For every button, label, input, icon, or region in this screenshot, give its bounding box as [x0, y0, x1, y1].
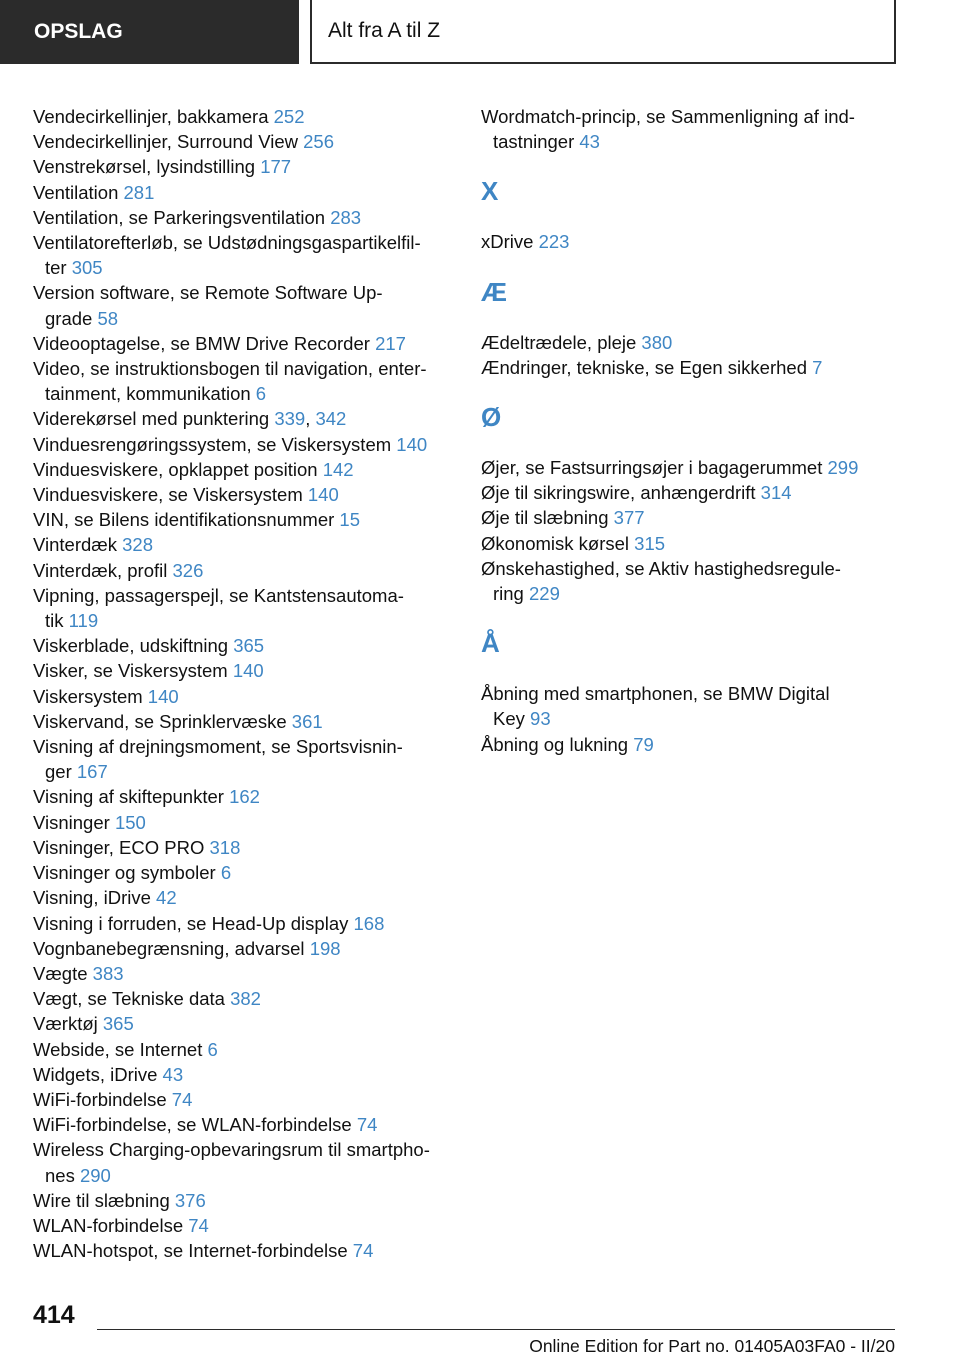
page-reference-link[interactable]: 217 — [375, 332, 406, 354]
page-reference-link[interactable]: 43 — [579, 131, 600, 153]
index-entry — [33, 205, 453, 230]
index-entry-text: ger — [45, 761, 72, 783]
index-entry-text: Version software, se Remote Software Up- — [33, 282, 383, 304]
index-entry-text: Vipning, passagerspejl, se Kantstensautoma- — [33, 584, 404, 606]
page-number: 414 — [33, 1301, 75, 1329]
page-reference-link[interactable]: 315 — [634, 532, 666, 554]
index-entry — [481, 681, 901, 731]
page-reference-link[interactable]: 140 — [307, 484, 339, 506]
index-entry-text: Vinduesrengøringssystem, se Viskersystem — [33, 433, 392, 455]
index-entry — [33, 835, 453, 860]
page-reference-link[interactable]: 168 — [353, 912, 385, 934]
index-entry-text: Vinterdæk, profil — [33, 559, 168, 581]
index-entry-text: Videooptagelse, se BMW Drive Recorder — [33, 332, 370, 354]
index-column-right — [481, 104, 901, 757]
index-entry-text: Vinterdæk — [33, 534, 117, 556]
index-entry-text: Vendecirkellinjer, Surround View — [33, 131, 298, 153]
page-reference-link[interactable]: 162 — [229, 786, 260, 808]
index-entry-text: VIN, se Bilens identifikationsnummer — [33, 509, 335, 531]
index-entry — [33, 583, 453, 633]
index-entry — [33, 1137, 453, 1187]
index-entry: Viderekørsel med punktering 339, 342 — [33, 408, 347, 430]
index-entry — [481, 531, 901, 556]
index-entry-text: Ædeltrædele, pleje — [481, 331, 637, 353]
index-entry — [481, 104, 901, 154]
chapter-title: Alt fra A til Z — [328, 19, 441, 42]
index-entry — [33, 784, 453, 809]
index-entry-text: Værktøj — [33, 1013, 98, 1035]
index-entry-text: Ønskehastighed, se Aktiv hastighedsregule- — [481, 557, 841, 579]
index-entry — [33, 280, 453, 330]
index-letter-heading: Å — [481, 628, 500, 659]
index-entry-text: Visning af skiftepunkter — [33, 786, 224, 808]
page-reference-link[interactable]: 79 — [633, 733, 654, 755]
page-reference-link[interactable]: 140 — [396, 433, 428, 455]
index-entry-text: Vendecirkellinjer, bakkamera — [33, 106, 269, 127]
index-entry-text: Visning, iDrive — [33, 887, 151, 909]
index-entry — [33, 129, 453, 154]
index-entry-text: Vognbanebegrænsning, advarsel — [33, 937, 305, 959]
page-reference-link[interactable]: 140 — [232, 660, 264, 682]
index-entry — [481, 505, 901, 530]
index-entry — [33, 457, 453, 482]
index-entry-text: Vægt, se Tekniske data — [33, 988, 225, 1010]
index-entry-text: tainment, kommunikation — [45, 383, 251, 405]
page-reference-link[interactable]: 58 — [97, 307, 119, 329]
index-entry — [33, 936, 453, 961]
index-entry — [33, 154, 453, 179]
index-entry — [33, 961, 453, 986]
index-entry-text: nes — [45, 1164, 75, 1186]
index-entry-text: Åbning og lukning — [481, 733, 629, 755]
index-entry-text: ring — [493, 583, 524, 605]
index-entry — [481, 229, 901, 254]
index-letter-heading: X — [481, 176, 499, 207]
section-label: OPSLAG — [34, 20, 123, 43]
index-entry-text: Viskersystem — [33, 685, 143, 707]
page-reference-link[interactable]: 93 — [530, 708, 551, 730]
index-entry — [33, 1087, 453, 1112]
page-reference-link[interactable]: 256 — [303, 131, 334, 153]
section-tab — [0, 0, 299, 64]
page-reference-link[interactable]: 74 — [352, 1240, 374, 1262]
page-reference-link[interactable]: 342 — [315, 408, 347, 430]
index-entry — [481, 355, 901, 380]
index-entry — [33, 558, 453, 583]
index-entry — [33, 532, 453, 557]
page-reference-link[interactable]: 223 — [538, 231, 570, 253]
page-reference-link[interactable]: 376 — [174, 1189, 206, 1211]
index-entry-text: tastninger — [493, 131, 575, 153]
index-entry-text: Vinduesviskere, se Viskersystem — [33, 484, 303, 506]
page-reference-link[interactable]: 365 — [233, 635, 265, 657]
index-entry-text: xDrive — [481, 231, 534, 253]
index-entry-text: Video, se instruktionsbogen til navigation, enter- — [33, 358, 427, 380]
index-entry — [33, 1062, 453, 1087]
index-entry — [33, 1011, 453, 1036]
page-reference-link[interactable]: 299 — [827, 457, 859, 479]
index-entry — [481, 732, 901, 757]
page-reference-link[interactable]: 74 — [188, 1214, 209, 1236]
page-reference-link[interactable]: 7 — [812, 356, 823, 378]
index-entry — [33, 104, 453, 129]
index-entry-text: Wire til slæbning — [33, 1189, 170, 1211]
index-entry — [33, 1112, 453, 1137]
index-entry-text: Øje til sikringswire, anhængerdrift — [481, 482, 756, 504]
page-reference-link[interactable]: 74 — [171, 1088, 193, 1110]
index-entry-text: ter — [45, 257, 67, 279]
footer-divider — [97, 1329, 895, 1330]
page-reference-link[interactable]: 361 — [291, 710, 323, 732]
edition-footer: Online Edition for Part no. 01405A03FA0 - II/20 — [529, 1336, 895, 1356]
index-entry-text: Øje til slæbning — [481, 507, 609, 529]
page-reference-link[interactable]: 383 — [92, 962, 124, 984]
index-entry — [33, 1238, 453, 1263]
chapter-header — [310, 0, 896, 64]
index-letter-heading: Ø — [481, 402, 502, 433]
page-reference-link[interactable]: 119 — [68, 610, 99, 632]
page-reference-link[interactable]: 283 — [330, 206, 362, 228]
page-reference-link[interactable]: 74 — [356, 1114, 378, 1136]
index-entry-text: Økonomisk kørsel — [481, 532, 630, 554]
index-entry-text: WiFi-forbindelse — [33, 1088, 167, 1110]
page-reference-link[interactable]: 198 — [309, 937, 341, 959]
page-reference-link[interactable]: 382 — [230, 988, 261, 1010]
index-entry-text: WiFi-forbindelse, se WLAN-forbindelse — [33, 1114, 352, 1136]
index-entry-text: Venstrekørsel, lysindstilling — [33, 156, 256, 178]
index-entry — [481, 455, 901, 480]
index-entry-text: Visninger — [33, 811, 110, 833]
index-entry — [33, 230, 453, 280]
page-reference-link[interactable]: 281 — [123, 181, 155, 203]
index-entry-text: grade — [45, 307, 93, 329]
index-entry — [33, 684, 453, 709]
page-reference-link[interactable]: 6 — [207, 1038, 218, 1060]
index-entry — [33, 885, 453, 910]
index-entry-text: WLAN-forbindelse — [33, 1214, 184, 1236]
index-entry-text: Viskerblade, udskiftning — [33, 635, 229, 657]
page-reference-link[interactable]: 43 — [162, 1063, 184, 1085]
index-entry — [33, 860, 453, 885]
index-entry-text: Visker, se Viskersystem — [33, 660, 228, 682]
index-entry — [33, 507, 453, 532]
page-reference-link[interactable]: 326 — [172, 559, 204, 581]
index-entry — [33, 180, 453, 205]
index-column-left — [33, 104, 453, 1263]
index-entry-text: Vinduesviskere, opklappet position — [33, 458, 318, 480]
index-entry-text: WLAN-hotspot, se Internet-forbindelse — [33, 1240, 348, 1262]
index-entry-text: tik — [45, 610, 64, 632]
index-entry — [481, 480, 901, 505]
index-entry — [33, 356, 453, 406]
index-entry-text: Viderekørsel med punktering — [33, 408, 270, 430]
page-reference-link[interactable]: 328 — [122, 534, 153, 556]
index-entry — [481, 330, 901, 355]
index-entry — [33, 432, 453, 457]
index-entry-text: Åbning med smartphonen, se BMW Digital — [481, 683, 830, 705]
index-entry — [33, 709, 453, 734]
page-reference-link[interactable]: 252 — [273, 106, 305, 127]
index-entry-text: Ventilation — [33, 181, 119, 203]
index-entry-text: Webside, se Internet — [33, 1038, 203, 1060]
index-entry-text: Visninger og symboler — [33, 862, 216, 884]
index-entry-text: Widgets, iDrive — [33, 1063, 158, 1085]
index-entry — [33, 1213, 453, 1238]
index-entry-text: Ventilation, se Parkeringsventilation — [33, 206, 326, 228]
page-reference-link[interactable]: 318 — [209, 836, 241, 858]
index-entry-text: Ændringer, tekniske, se Egen sikkerhed — [481, 356, 807, 378]
page-reference-link[interactable]: 339 — [274, 408, 306, 430]
index-entry-text: Ventilatorefterløb, se Udstødningsgaspartikelfil- — [33, 232, 421, 254]
page-reference-link[interactable]: 177 — [260, 156, 292, 178]
index-entry-text: Visning i forruden, se Head-Up display — [33, 912, 349, 934]
page-reference-link[interactable]: 150 — [114, 811, 146, 833]
page-reference-link[interactable]: 365 — [102, 1013, 134, 1035]
index-entry-text: Visninger, ECO PRO — [33, 836, 205, 858]
page-reference-link[interactable]: 377 — [613, 507, 645, 529]
page-reference-link[interactable]: 6 — [255, 383, 267, 405]
page-reference-link[interactable]: 380 — [641, 331, 673, 353]
page-reference-link[interactable]: 229 — [529, 583, 560, 605]
index-entry — [33, 810, 453, 835]
page-reference-link[interactable]: 42 — [156, 887, 177, 909]
page-reference-link[interactable]: 6 — [220, 862, 232, 884]
index-entry-text: Visning af drejningsmoment, se Sportsvisnin- — [33, 736, 403, 758]
page-reference-link[interactable]: 140 — [147, 685, 179, 707]
page-reference-link[interactable]: 314 — [760, 482, 792, 504]
index-entry — [33, 911, 453, 936]
page-reference-link[interactable]: 167 — [76, 761, 108, 783]
index-entry — [33, 658, 453, 683]
index-entry-text: Viskervand, se Sprinklervæske — [33, 710, 287, 732]
index-entry — [33, 633, 453, 658]
index-entry — [481, 556, 901, 606]
index-entry-text: Øjer, se Fastsurringsøjer i bagagerummet — [481, 457, 823, 479]
index-entry-text: Key — [493, 708, 525, 730]
index-entry-text: Wireless Charging-opbevaringsrum til smartpho- — [33, 1139, 430, 1161]
index-letter-heading: Æ — [481, 276, 507, 307]
page-reference-link[interactable]: 305 — [71, 257, 103, 279]
index-entry-text: Vægte — [33, 962, 88, 984]
index-entry — [33, 1188, 453, 1213]
index-entry — [33, 1037, 453, 1062]
index-entry — [33, 986, 453, 1011]
page-reference-link[interactable]: 15 — [339, 509, 360, 531]
page-reference-link[interactable]: 290 — [79, 1164, 111, 1186]
page-reference-link[interactable]: 142 — [322, 458, 354, 480]
index-entry-text: Wordmatch-princip, se Sammenligning af ind- — [481, 106, 855, 127]
index-entry — [33, 734, 453, 784]
index-entry — [33, 331, 453, 356]
index-entry — [33, 482, 453, 507]
